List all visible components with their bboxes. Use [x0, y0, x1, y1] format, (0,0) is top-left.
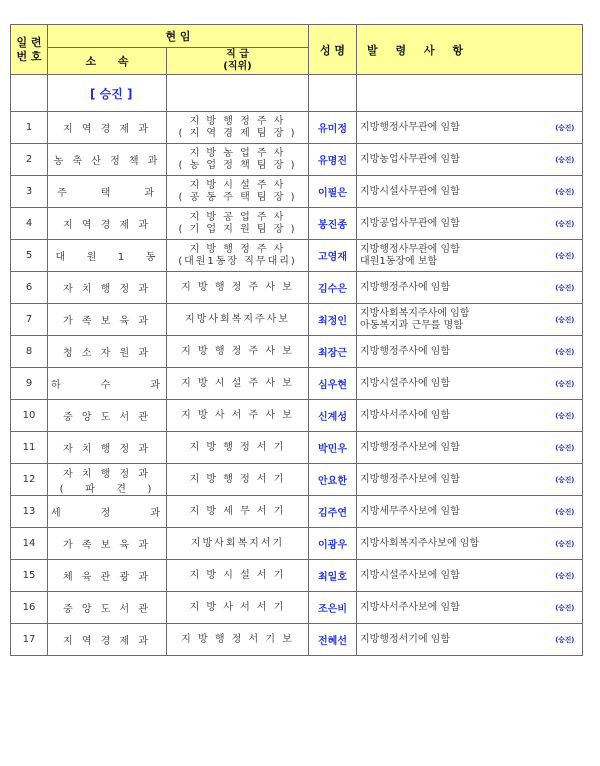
row-rank: 지 방 행 정 서 기	[167, 432, 309, 464]
table-row	[11, 208, 583, 240]
promotion-badge: (승진)	[555, 603, 574, 612]
row-rank: 지방사회복지주사보	[167, 304, 309, 336]
row-name: 유명진	[309, 144, 357, 176]
table-row	[11, 112, 583, 144]
promotion-badge: (승진)	[555, 155, 574, 164]
table-row	[11, 400, 583, 432]
table-body	[11, 75, 583, 656]
row-department: 자 치 행 정 과	[48, 272, 167, 304]
row-note	[357, 592, 583, 624]
header-current-label: 현 임	[165, 30, 191, 43]
row-rank: 지 방 행 정 서 기 보	[167, 624, 309, 656]
section-label: [ 승진 ]	[48, 75, 167, 112]
header-notes	[357, 25, 583, 75]
row-name: 유미정	[309, 112, 357, 144]
row-number: 13	[11, 496, 48, 528]
row-name: 이필은	[309, 176, 357, 208]
row-number: 12	[11, 464, 48, 496]
row-number: 16	[11, 592, 48, 624]
row-note	[357, 464, 583, 496]
row-department: 가 족 보 육 과	[48, 528, 167, 560]
promotion-badge: (승진)	[555, 507, 574, 516]
row-name: 박민우	[309, 432, 357, 464]
header-name-label: 성 명	[319, 43, 346, 57]
row-note	[357, 624, 583, 656]
row-rank: 지 방 공 업 주 사 ( 기 업 지 원 팀 장 )	[167, 208, 309, 240]
row-note-text: 지방세무주사보에 임함	[360, 505, 460, 517]
section-cell-empty	[309, 75, 357, 112]
section-row	[11, 75, 583, 112]
row-name: 최일호	[309, 560, 357, 592]
row-name: 고영재	[309, 240, 357, 272]
row-note-text: 지방행정사무관에 임함	[360, 121, 460, 133]
promotion-badge: (승진)	[555, 411, 574, 420]
row-name: 심우현	[309, 368, 357, 400]
row-department: 자 치 행 정 과 ( 파 견 )	[48, 464, 167, 496]
promotion-badge: (승진)	[555, 123, 574, 132]
row-note	[357, 112, 583, 144]
row-name: 조은비	[309, 592, 357, 624]
row-department: 중 앙 도 서 관	[48, 592, 167, 624]
row-note	[357, 432, 583, 464]
row-note-text: 지방사서주사보에 임함	[360, 601, 460, 613]
appointment-sheet	[10, 24, 583, 656]
promotion-badge: (승진)	[555, 635, 574, 644]
row-rank: 지 방 시 설 주 사 ( 공 동 주 택 팀 장 )	[167, 176, 309, 208]
row-name: 신계성	[309, 400, 357, 432]
header-rank-sub: (직위)	[223, 61, 252, 72]
row-rank: 지 방 행 정 주 사 (대원1동장 직무대리)	[167, 240, 309, 272]
row-rank: 지 방 행 정 서 기	[167, 464, 309, 496]
row-note-text: 지방사회복지주사에 임함 아동복지과 근무를 명함	[360, 307, 470, 331]
header-rank	[167, 48, 309, 75]
row-note	[357, 368, 583, 400]
row-note	[357, 176, 583, 208]
table-row	[11, 176, 583, 208]
row-rank: 지 방 세 무 서 기	[167, 496, 309, 528]
table-row	[11, 144, 583, 176]
promotion-badge: (승진)	[555, 347, 574, 356]
table-row	[11, 624, 583, 656]
row-note-text: 지방사서주사에 임함	[360, 409, 451, 421]
table-row	[11, 368, 583, 400]
row-number: 10	[11, 400, 48, 432]
table-row	[11, 336, 583, 368]
row-note	[357, 304, 583, 336]
row-number: 14	[11, 528, 48, 560]
row-rank: 지 방 시 설 서 기	[167, 560, 309, 592]
row-note	[357, 208, 583, 240]
row-number: 15	[11, 560, 48, 592]
row-note	[357, 272, 583, 304]
header-name	[309, 25, 357, 75]
row-rank: 지 방 시 설 주 사 보	[167, 368, 309, 400]
row-number: 3	[11, 176, 48, 208]
promotion-badge: (승진)	[555, 251, 574, 260]
row-number: 6	[11, 272, 48, 304]
row-note-text: 지방시설주사에 임함	[360, 377, 451, 389]
row-name: 김수은	[309, 272, 357, 304]
header-notes-label: 발 령 사 항	[367, 43, 463, 57]
row-rank: 지 방 행 정 주 사 ( 지 역 경 제 팀 장 )	[167, 112, 309, 144]
row-rank: 지방사회복지서기	[167, 528, 309, 560]
promotion-badge: (승진)	[555, 187, 574, 196]
header-no	[11, 25, 48, 75]
row-note-text: 지방행정주사보에 임함	[360, 473, 460, 485]
row-number: 8	[11, 336, 48, 368]
table-row	[11, 272, 583, 304]
row-department: 지 역 경 제 과	[48, 208, 167, 240]
row-department: 주 택 과	[48, 176, 167, 208]
row-department: 지 역 경 제 과	[48, 112, 167, 144]
header-affiliation-label: 소 속	[85, 55, 129, 68]
section-cell-empty	[357, 75, 583, 112]
row-department: 중 앙 도 서 관	[48, 400, 167, 432]
table-row	[11, 496, 583, 528]
table-row	[11, 464, 583, 496]
promotion-badge: (승진)	[555, 315, 574, 324]
promotion-badge: (승진)	[555, 219, 574, 228]
row-note	[357, 336, 583, 368]
row-rank: 지 방 사 서 주 사 보	[167, 400, 309, 432]
promotion-badge: (승진)	[555, 475, 574, 484]
promotion-badge: (승진)	[555, 379, 574, 388]
header-rank-label: 직 급	[226, 49, 249, 60]
row-note-text: 지방행정주사보에 임함	[360, 441, 460, 453]
row-number: 2	[11, 144, 48, 176]
row-note-text: 지방농업사무관에 임함	[360, 153, 460, 165]
row-number: 1	[11, 112, 48, 144]
table-row	[11, 432, 583, 464]
header-affiliation	[48, 48, 167, 75]
table-row	[11, 528, 583, 560]
section-cell-empty	[11, 75, 48, 112]
row-note	[357, 560, 583, 592]
row-rank: 지 방 농 업 주 사 ( 농 업 정 책 팀 장 )	[167, 144, 309, 176]
table-row	[11, 592, 583, 624]
row-number: 5	[11, 240, 48, 272]
row-department: 자 치 행 정 과	[48, 432, 167, 464]
row-rank: 지 방 행 정 주 사 보	[167, 272, 309, 304]
row-department: 청 소 자 원 과	[48, 336, 167, 368]
row-note-text: 지방공업사무관에 임함	[360, 217, 460, 229]
row-number: 17	[11, 624, 48, 656]
row-department: 체 육 관 광 과	[48, 560, 167, 592]
row-department: 가 족 보 육 과	[48, 304, 167, 336]
promotion-badge: (승진)	[555, 283, 574, 292]
row-note	[357, 528, 583, 560]
row-rank: 지 방 행 정 주 사 보	[167, 336, 309, 368]
header-current	[48, 25, 309, 48]
row-name: 최정인	[309, 304, 357, 336]
row-note-text: 지방시설주사보에 임함	[360, 569, 460, 581]
row-number: 4	[11, 208, 48, 240]
row-note-text: 지방행정서기에 임함	[360, 633, 451, 645]
promotion-badge: (승진)	[555, 443, 574, 452]
row-name: 이광우	[309, 528, 357, 560]
header-no-label: 일 련 번 호	[16, 35, 42, 63]
row-name: 전혜선	[309, 624, 357, 656]
row-note	[357, 400, 583, 432]
row-note-text: 지방행정사무관에 임함 대원1동장에 보함	[360, 243, 460, 267]
row-department: 대 원 1 동	[48, 240, 167, 272]
row-number: 9	[11, 368, 48, 400]
promotion-badge: (승진)	[555, 539, 574, 548]
row-department: 농 축 산 정 책 과	[48, 144, 167, 176]
appointment-table	[10, 24, 583, 656]
row-note	[357, 240, 583, 272]
row-name: 안요한	[309, 464, 357, 496]
row-number: 11	[11, 432, 48, 464]
row-department: 하 수 과	[48, 368, 167, 400]
row-note-text: 지방행정주사에 임함	[360, 281, 451, 293]
row-note-text: 지방사회복지주사보에 임함	[360, 537, 480, 549]
row-note-text: 지방시설사무관에 임함	[360, 185, 460, 197]
section-cell-empty	[167, 75, 309, 112]
row-number: 7	[11, 304, 48, 336]
row-rank: 지 방 사 서 서 기	[167, 592, 309, 624]
row-name: 봉진종	[309, 208, 357, 240]
table-row	[11, 304, 583, 336]
table-row	[11, 240, 583, 272]
row-department: 지 역 경 제 과	[48, 624, 167, 656]
row-note	[357, 144, 583, 176]
row-name: 최장근	[309, 336, 357, 368]
row-note	[357, 496, 583, 528]
row-note-text: 지방행정주사에 임함	[360, 345, 451, 357]
row-department: 세 정 과	[48, 496, 167, 528]
row-name: 김주연	[309, 496, 357, 528]
table-row	[11, 560, 583, 592]
promotion-badge: (승진)	[555, 571, 574, 580]
